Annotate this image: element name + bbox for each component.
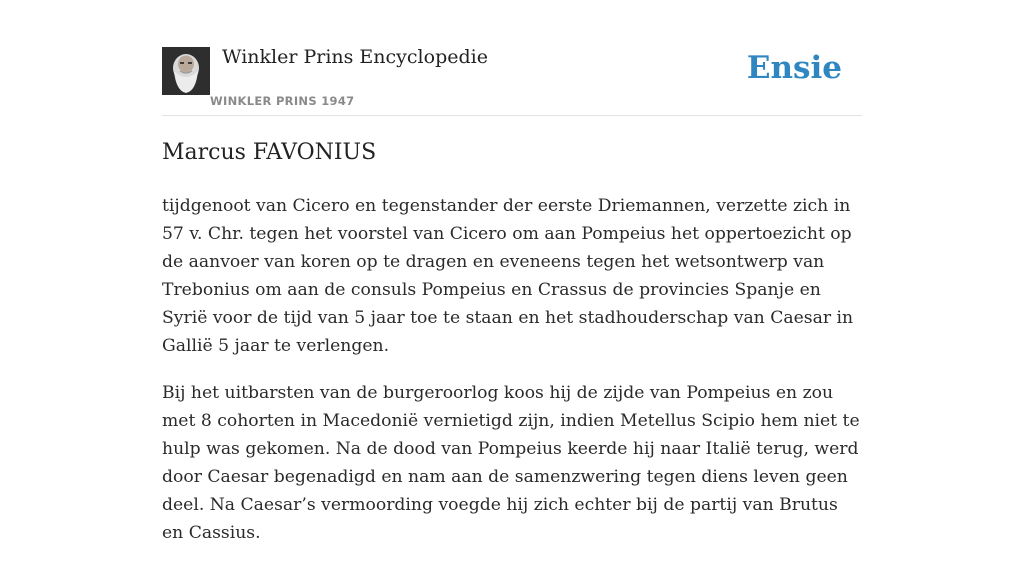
article-title: Marcus FAVONIUS (162, 140, 377, 165)
bearded-man-avatar-icon[interactable] (162, 47, 210, 95)
site-subtitle: WINKLER PRINS 1947 (210, 94, 355, 108)
article-body (162, 192, 862, 566)
article-paragraph: Bij het uitbarsten van de burgeroorlog koos hij de zijde van Pompeius en zou met 8 cohorten in Macedonië vernietigd zijn, indien Metellus Scipio hem niet te hulp was gekomen. Na de dood van Pompeius keerde hij naar Italië terug, werd door Caesar begenadigd en nam aan de samenzwering tegen diens leven geen deel. Na Caesar’s vermoording voegde hij zich echter bij de partij van Brutus en Cassius. (162, 383, 860, 543)
content-column (162, 0, 862, 543)
article-paragraph: tijdgenoot van Cicero en tegenstander der eerste Driemannen, verzette zich in 57 v. Chr. tegen het voorstel van Cicero om aan Pompeius het oppertoezicht op de aanvoer van koren op te dragen en eveneens tegen het wetsontwerp van Trebonius om aan de consuls Pompeius en Crassus de provincies Spanje en Syrië voor de tijd van 5 jaar toe te staan en het stadhouderschap van Caesar in Gallië 5 jaar te verlengen. (162, 196, 854, 356)
site-title-link[interactable]: Winkler Prins Encyclopedie (222, 46, 488, 68)
ensie-logo-link[interactable]: Ensie (746, 50, 842, 86)
header (162, 0, 862, 116)
